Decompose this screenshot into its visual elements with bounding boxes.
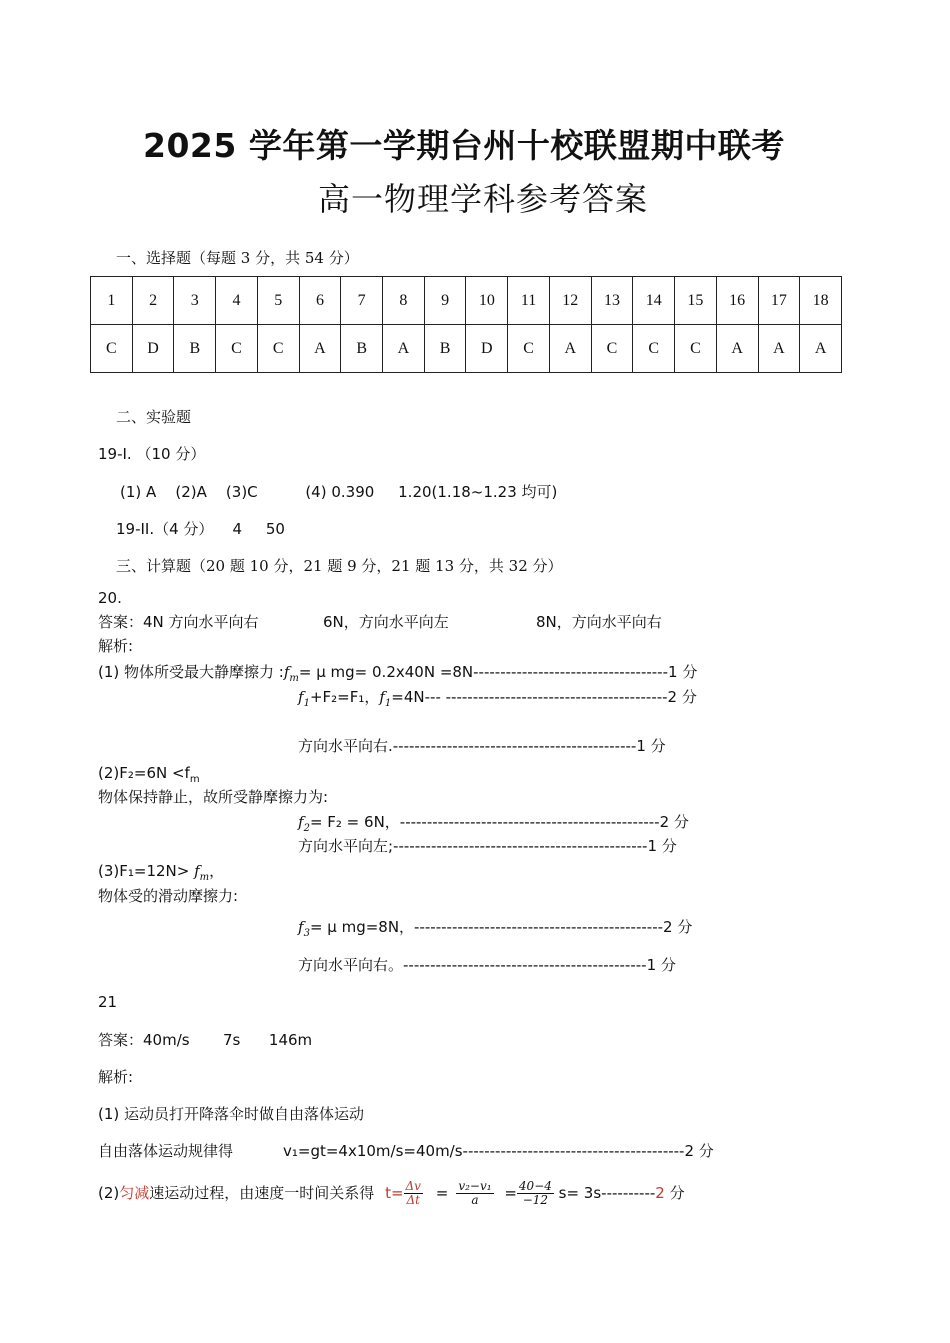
answer-cell: C — [257, 325, 299, 373]
question-number-cell: 2 — [132, 277, 174, 325]
q20-part2-direction: 方向水平向左;-----------------------------------------------1 分 — [298, 837, 677, 855]
answer-cell: D — [132, 325, 174, 373]
answer-cell: B — [174, 325, 216, 373]
q20-part1-direction: 方向水平向右.---------------------------------------------1 分 — [298, 737, 666, 755]
q20-part1-eq2: +F₂=F₁， — [309, 688, 380, 706]
question-number-cell: 15 — [675, 277, 717, 325]
answer-cell: C — [216, 325, 258, 373]
q21-part2-text: 自由落体运动规律得 — [98, 1142, 234, 1160]
q20-label: 20. — [98, 589, 122, 607]
answer-table — [90, 276, 842, 373]
q20-analysis-label: 解析: — [98, 637, 134, 655]
question-number-cell: 14 — [633, 277, 675, 325]
answer-cell: A — [800, 325, 842, 373]
section1-heading: 一、选择题（每题 3 分，共 54 分） — [116, 249, 359, 267]
q21-answer: 答案：40m/s 7s 146m — [98, 1031, 313, 1049]
q20-answer-line — [98, 613, 259, 631]
question-number-cell: 18 — [800, 277, 842, 325]
page-subtitle: 高一物理学科参考答案 — [318, 180, 649, 218]
question-number-cell: 12 — [549, 277, 591, 325]
section2-heading: 二、实验题 — [116, 408, 192, 426]
q20-part1-line2: $f_1+F_2=F_1$，$f_1=4N---$ -----------------------------------------2 分 — [298, 688, 697, 709]
page-title: 2025 学年第一学期台州十校联盟期中联考 — [143, 126, 785, 165]
answer-table-number-row — [91, 277, 842, 325]
question-number-cell: 3 — [174, 277, 216, 325]
question-number-cell: 17 — [758, 277, 800, 325]
question-number-cell: 4 — [216, 277, 258, 325]
answer-cell: A — [299, 325, 341, 373]
q20-part3-text: 物体受的滑动摩擦力: — [98, 887, 239, 905]
answer-cell: B — [341, 325, 383, 373]
answer-cell: A — [758, 325, 800, 373]
question-number-cell: 1 — [91, 277, 133, 325]
fm-symbol: $f_m$ — [283, 663, 299, 684]
q20-part1-eq2b: =4N--- -----------------------------------------2 分 — [391, 688, 697, 706]
q21-analysis-label: 解析: — [98, 1068, 134, 1086]
q20-part2-text: 物体保持静止，故所受静摩擦力为: — [98, 788, 329, 806]
q20-answer-1: 4N 方向水平向右 — [143, 613, 259, 631]
q20-part3-eq: $f_3= \mu$ mg=8N，----------------------------------------------2 分 — [298, 918, 693, 939]
question-number-cell: 10 — [466, 277, 508, 325]
q21-part3: (2)匀减速运动过程，由速度一时间关系得 t= $\frac{\Delta v}{\Delta t}$ = $\frac{\text{v₂−v₁}}{a}$ = $\frac{40-4}{-12}$ s= 3s----------2 分 — [98, 1179, 685, 1207]
fraction-numeric: $\frac{40-4}{-12}$ — [518, 1179, 552, 1207]
answer-cell: C — [508, 325, 550, 373]
q21-label: 21 — [98, 993, 118, 1011]
q20-part2-label: $(2)F_2=6N <f_m$ — [98, 764, 200, 785]
answer-cell: C — [675, 325, 717, 373]
q20-part1 — [98, 663, 697, 688]
answer-cell: C — [91, 325, 133, 373]
q20-part3-direction: 方向水平向右。---------------------------------------------1 分 — [298, 956, 676, 974]
q20-answer-3: 8N，方向水平向右 — [536, 613, 662, 631]
q20-part2-eq: $f_2= F_2 = 6N$，------------------------------------------------2 分 — [298, 813, 689, 834]
q21-part3-red-text: 匀减 — [119, 1184, 150, 1202]
question-number-cell: 9 — [424, 277, 466, 325]
q21-part2-eq: v₁=gt=4x10m/s=40m/s-----------------------------------------2 分 — [283, 1142, 714, 1160]
question-number-cell: 5 — [257, 277, 299, 325]
q21-part1: (1) 运动员打开降落伞时做自由落体运动 — [98, 1105, 365, 1123]
question-number-cell: 7 — [341, 277, 383, 325]
q20-part3-label: $(3)F_1=12N> f_m$， — [98, 862, 225, 883]
section3-heading: 三、计算题（20 题 10 分，21 题 9 分，21 题 13 分，共 32 分） — [116, 557, 563, 575]
q20-part1-eq1: = μ mg= 0.2x40N =8N------------------------------------1 分 — [298, 663, 698, 681]
q20-part1-label: (1) 物体所受最大静摩擦力 : — [98, 663, 284, 681]
q20-answer-2: 6N，方向水平向左 — [323, 613, 449, 631]
question-number-cell: 13 — [591, 277, 633, 325]
q19i-answer: (1) A (2)A (3)C (4) 0.390 1.20(1.18~1.23 均可) — [120, 483, 558, 501]
question-number-cell: 8 — [383, 277, 425, 325]
q20-answer-prefix: 答案： — [98, 613, 144, 631]
fraction-dv-dt: $\frac{\Delta v}{\Delta t}$ — [405, 1179, 421, 1207]
answer-cell: D — [466, 325, 508, 373]
answer-cell: A — [383, 325, 425, 373]
answer-table-answer-row — [91, 325, 842, 373]
fraction-v2-v1-a: $\frac{\text{v₂−v₁}}{a}$ — [458, 1179, 492, 1207]
answer-cell: B — [424, 325, 466, 373]
answer-cell: C — [633, 325, 675, 373]
q19ii-answer: 19-II.（4 分） 4 50 — [116, 520, 285, 538]
question-number-cell: 6 — [299, 277, 341, 325]
question-number-cell: 16 — [716, 277, 758, 325]
answer-cell: A — [716, 325, 758, 373]
answer-cell: A — [549, 325, 591, 373]
answer-cell: C — [591, 325, 633, 373]
question-number-cell: 11 — [508, 277, 550, 325]
q19i-label: 19-I. （10 分） — [98, 445, 206, 463]
